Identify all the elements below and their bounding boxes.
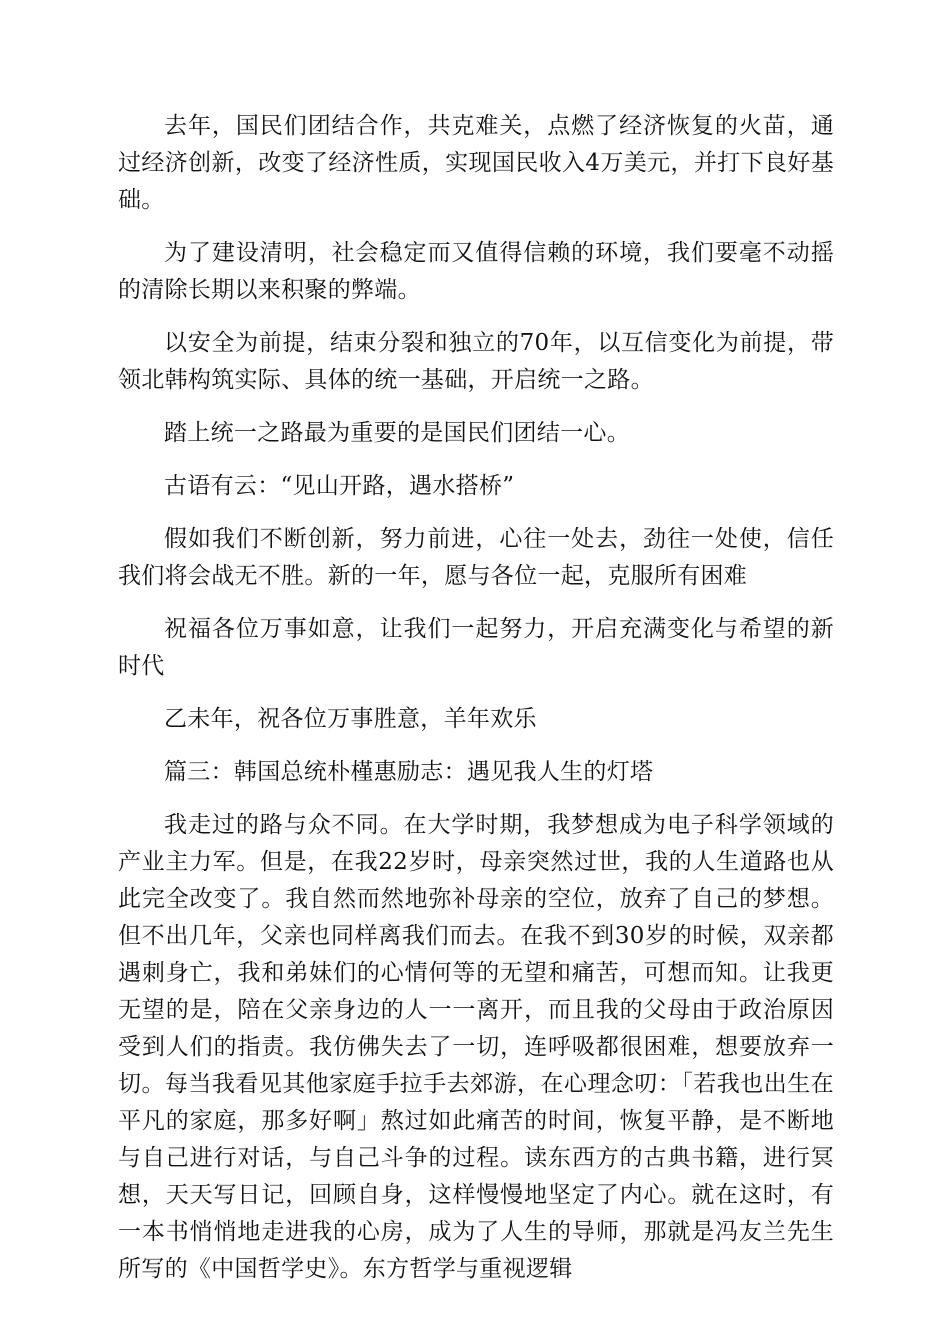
section-heading: 篇三：韩国总统朴槿惠励志：遇见我人生的灯塔 xyxy=(164,759,654,785)
paragraph-innovation: 假如我们不断创新，努力前进，心往一处去，劲往一处使，信任我们将会战无不胜。新的一年，愿与各位一起，克服所有困难 xyxy=(118,526,834,589)
paragraph-unity: 踏上统一之路最为重要的是国民们团结一心。 xyxy=(164,420,630,446)
paragraph-story: 我走过的路与众不同。在大学时期，我梦想成为电子科学领域的产业主力军。但是，在我22岁时，母亲突然过世，我的人生道路也从此完全改变了。我自然而然地弥补母亲的空位，放弃了自己的梦想。但不出几年，父亲也同样离我们而去。在我不到30岁的时候，双亲都遇刺身亡，我和弟妹们的心情何等的无望和痛苦，可想而知。让我更无望的是，陪在父亲身边的人一一离开，而且我的父母由于政治原因受到人们的指责。我仿佛失去了一切，连呼吸都很困难，想要放弃一切。每当我看见其他家庭手拉手去郊游，在心理念叨：「若我也出生在平凡的家庭，那多好啊」熬过如此痛苦的时间，恢复平静，是不断地与自己进行对话，与自己斗争的过程。读东西方的古典书籍，进行冥想，天天写日记，回顾自身，这样慢慢地坚定了内心。就在这时，有一本书悄悄地走进我的心房，成为了人生的导师，那就是冯友兰先生所写的《中国哲学史》。东方哲学与重视逻辑 xyxy=(118,812,834,1282)
paragraph-new-year: 乙未年，祝各位万事胜意，羊年欢乐 xyxy=(164,706,537,732)
paragraph-unification: 以安全为前提，结束分裂和独立的70年，以互信变化为前提，带领北韩构筑实际、具体的统一基础，开启统一之路。 xyxy=(118,330,834,393)
paragraph-economy: 去年，国民们团结合作，共克难关，点燃了经济恢复的火苗，通过经济创新，改变了经济性质，实现国民收入4万美元，并打下良好基础。 xyxy=(118,113,834,213)
paragraph-proverb: 古语有云：“见山开路，遇水搭桥” xyxy=(164,473,515,499)
document-page xyxy=(118,108,834,1304)
paragraph-blessing: 祝福各位万事如意，让我们一起努力，开启充满变化与希望的新时代 xyxy=(118,616,834,679)
paragraph-environment: 为了建设清明，社会稳定而又值得信赖的环境，我们要毫不动摇的清除长期以来积聚的弊端。 xyxy=(118,240,834,303)
